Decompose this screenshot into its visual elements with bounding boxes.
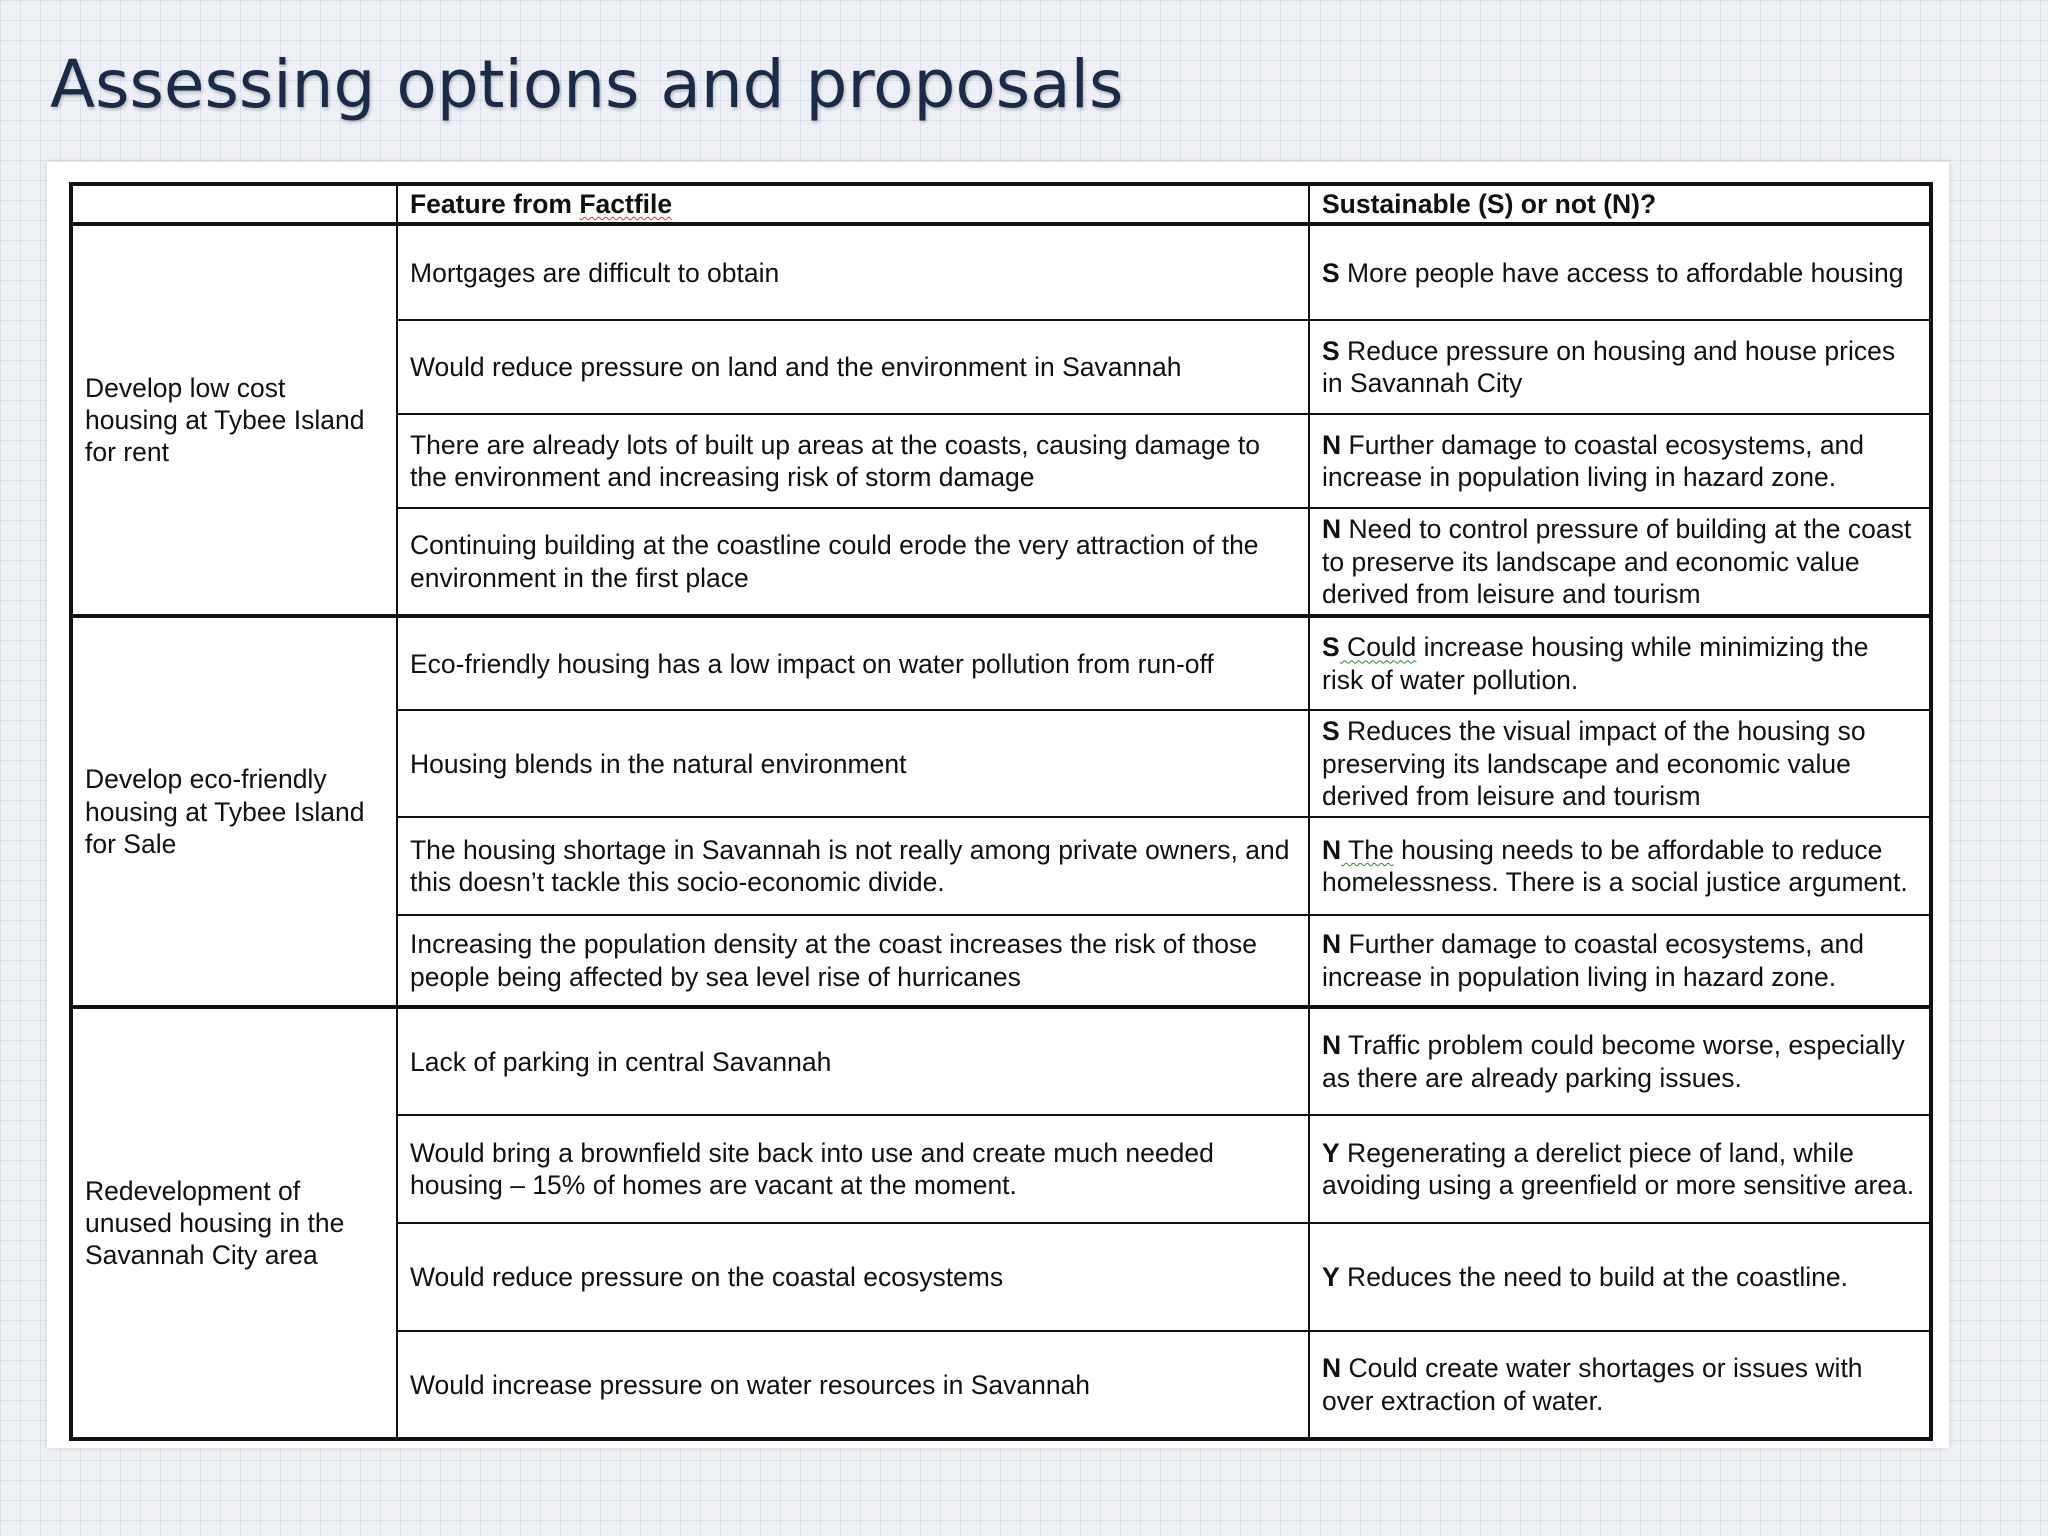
assessment-table	[69, 182, 1933, 1441]
feature-cell: Would bring a brownfield site back into use and create much needed housing – 15% of homes are vacant at the moment.	[397, 1115, 1309, 1223]
verdict-cell	[1309, 817, 1931, 915]
header-feature-word: Factfile	[579, 189, 673, 219]
header-option	[71, 184, 397, 224]
verdict-cell	[1309, 414, 1931, 508]
verdict-cell	[1309, 320, 1931, 414]
verdict-text: Reduce pressure on housing and house prices in Savannah City	[1322, 336, 1896, 399]
table-panel	[47, 162, 1949, 1448]
verdict-text: Further damage to coastal ecosystems, and increase in population living in hazard zone.	[1322, 430, 1865, 493]
header-sustainable: Sustainable (S) or not (N)?	[1309, 184, 1931, 224]
verdict-text: Further damage to coastal ecosystems, and increase in population living in hazard zone.	[1322, 929, 1865, 992]
verdict-cell	[1309, 616, 1931, 710]
verdict-cell	[1309, 710, 1931, 817]
verdict-text: More people have access to affordable housing	[1339, 257, 1904, 288]
feature-cell: Mortgages are difficult to obtain	[397, 224, 1309, 320]
option-label: Redevelopment of unused housing in the Savannah City area	[71, 1007, 397, 1439]
header-feature	[397, 184, 1309, 224]
feature-cell: Housing blends in the natural environment	[397, 710, 1309, 817]
verdict-text: Regenerating a derelict piece of land, while avoiding using a greenfield or more sensitive area.	[1322, 1137, 1915, 1201]
feature-cell: Continuing building at the coastline could erode the very attraction of the environment in the first place	[397, 508, 1309, 616]
verdict-cell	[1309, 224, 1931, 320]
table-row	[71, 224, 1931, 320]
verdict-cell	[1309, 1115, 1931, 1223]
verdict-cell	[1309, 508, 1931, 616]
feature-cell: Would reduce pressure on the coastal ecosystems	[397, 1223, 1309, 1331]
verdict-code: S	[1322, 632, 1340, 663]
verdict-flag: Could	[1339, 632, 1417, 663]
verdict-text: Traffic problem could become worse, especially as there are already parking issues.	[1322, 1030, 1905, 1093]
verdict-text: Reduces the need to build at the coastline.	[1339, 1262, 1848, 1293]
table-row	[71, 1007, 1931, 1115]
verdict-code: N	[1322, 834, 1342, 865]
verdict-code: S	[1322, 716, 1340, 747]
feature-cell: The housing shortage in Savannah is not really among private owners, and this doesn’t tackle this socio-economic divide.	[397, 817, 1309, 915]
verdict-code: N	[1322, 1030, 1342, 1061]
verdict-text: Reduces the visual impact of the housing so preserving its landscape and economic value derived from leisure and tourism	[1322, 716, 1866, 811]
verdict-code: Y	[1322, 1262, 1340, 1293]
feature-cell: Lack of parking in central Savannah	[397, 1007, 1309, 1115]
option-label: Develop low cost housing at Tybee Island for rent	[71, 224, 397, 616]
verdict-code: N	[1322, 1353, 1342, 1384]
table-header-row	[71, 184, 1931, 224]
verdict-code: Y	[1322, 1137, 1340, 1168]
verdict-text: increase housing while minimizing the risk of water pollution.	[1322, 632, 1869, 695]
verdict-code: N	[1322, 929, 1342, 960]
option-label: Develop eco-friendly housing at Tybee Island for Sale	[71, 616, 397, 1007]
header-feature-prefix: Feature from	[410, 189, 580, 219]
feature-cell: Increasing the population density at the coast increases the risk of those people being affected by sea level rise of hurricanes	[397, 915, 1309, 1007]
verdict-cell	[1309, 1007, 1931, 1115]
verdict-text: Could create water shortages or issues with over extraction of water.	[1322, 1353, 1863, 1416]
feature-cell: Would increase pressure on water resources in Savannah	[397, 1331, 1309, 1439]
verdict-code: N	[1322, 430, 1342, 460]
table-row	[71, 616, 1931, 710]
feature-cell: Eco-friendly housing has a low impact on water pollution from run-off	[397, 616, 1309, 710]
verdict-cell	[1309, 1331, 1931, 1439]
verdict-text: Need to control pressure of building at the coast to preserve its landscape and economic value derived from leisure and tourism	[1322, 514, 1912, 609]
feature-cell: There are already lots of built up areas at the coasts, causing damage to the environment and increasing risk of storm damage	[397, 414, 1309, 508]
verdict-code: S	[1322, 257, 1340, 288]
feature-cell: Would reduce pressure on land and the environment in Savannah	[397, 320, 1309, 414]
verdict-cell	[1309, 1223, 1931, 1331]
verdict-flag: The	[1341, 834, 1394, 865]
verdict-code: S	[1322, 336, 1340, 366]
verdict-code: N	[1322, 514, 1342, 545]
verdict-text: housing needs to be affordable to reduce homelessness. There is a social justice argument.	[1322, 834, 1908, 898]
slide-title: Assessing options and proposals	[50, 46, 1124, 123]
verdict-cell	[1309, 915, 1931, 1007]
